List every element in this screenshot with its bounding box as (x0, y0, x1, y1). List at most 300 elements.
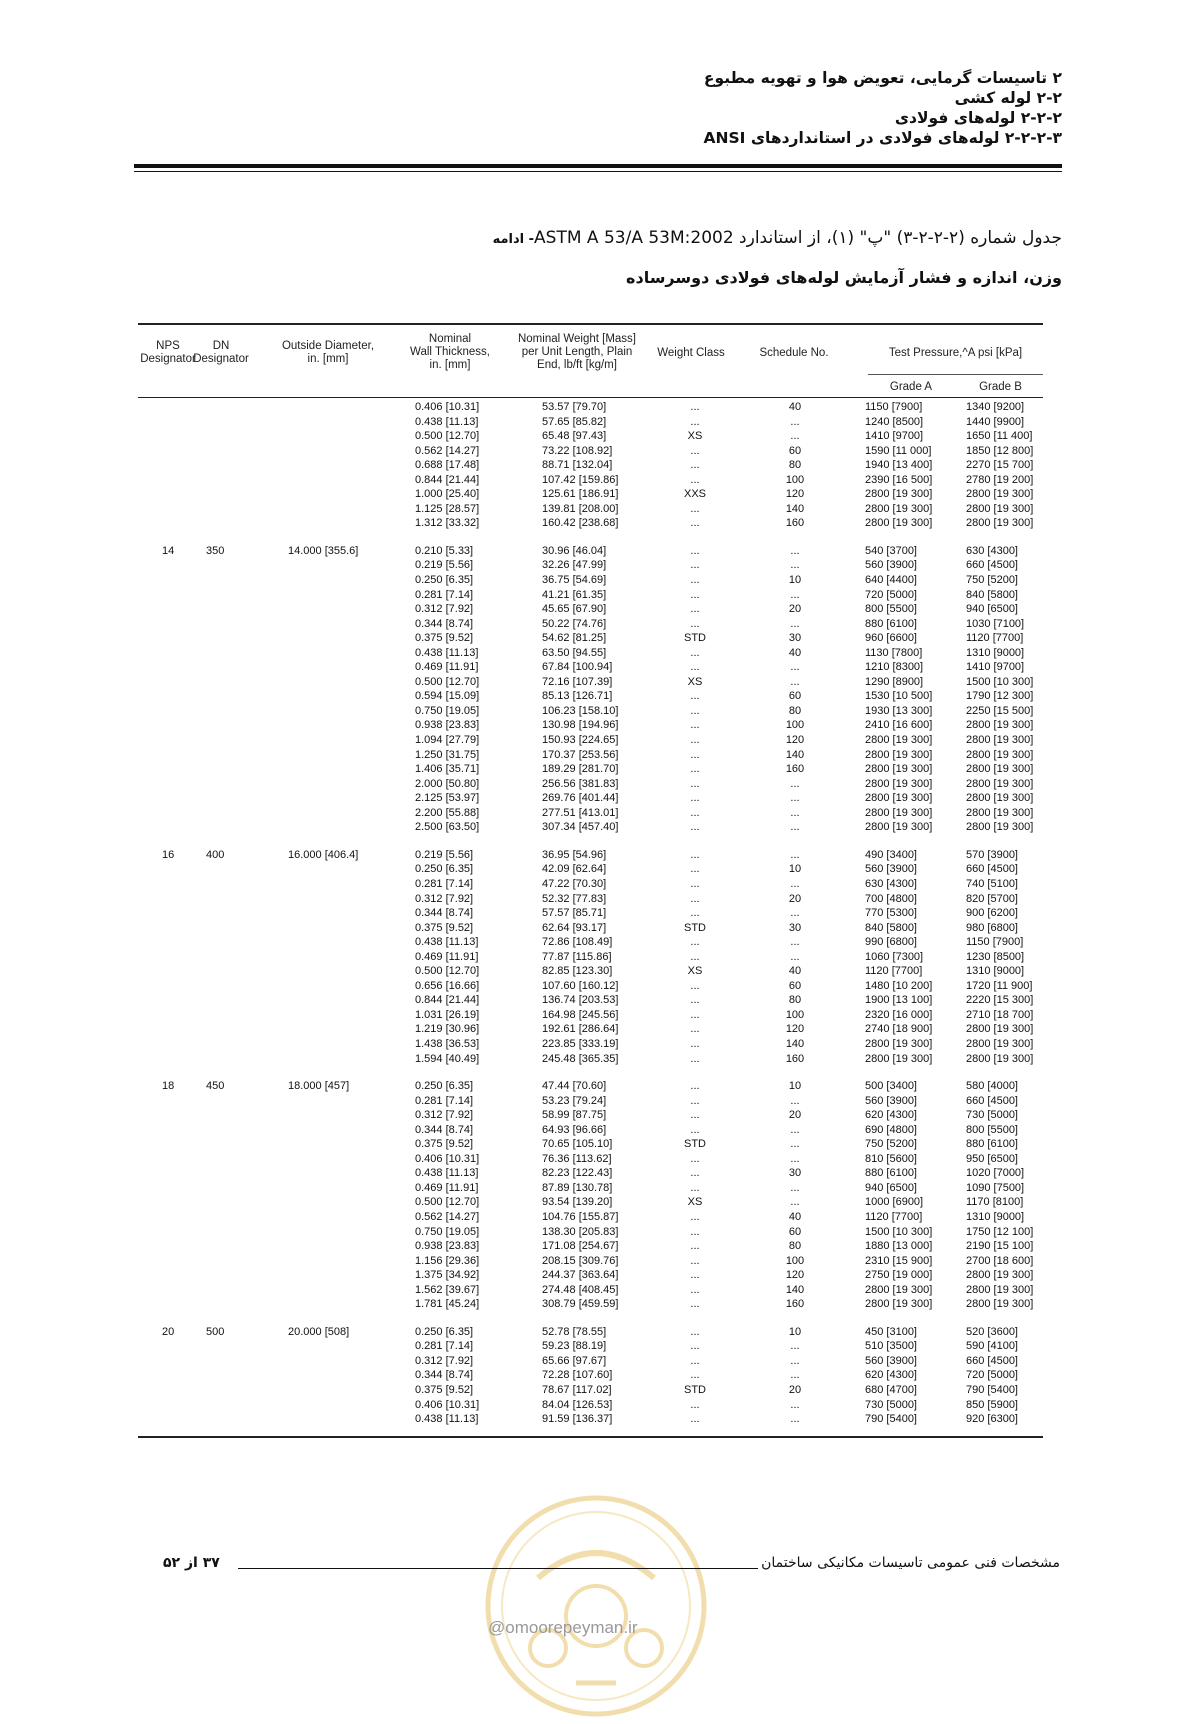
grade-a-cell: 1150 [7900] (865, 401, 923, 413)
wall-thickness-cell: 1.781 [45.24] (415, 1298, 480, 1311)
table-row (0, 748, 1190, 763)
header-line-1: ۲ تاسیسات گرمایی، تعویض هوا و تهویه مطبوع (703, 69, 1062, 87)
weight-class-cell: ... (690, 544, 700, 557)
wall-thickness-cell: 0.406 [10.31] (415, 1152, 480, 1165)
schedule-cell: 10 (788, 1080, 802, 1093)
outside-diameter-cell: 16.000 [406.4] (288, 848, 359, 861)
grade-a-cell: 2800 [19 300] (865, 748, 933, 761)
nominal-weight-cell: 59.23 [88.19] (542, 1340, 607, 1353)
weight-class-cell: ... (690, 502, 700, 515)
grade-b-cell: 2800 [19 300] (966, 488, 1034, 501)
grade-a-cell: 810 [5600] (865, 1152, 917, 1165)
header-weight-class: Weight Class (657, 347, 725, 359)
schedule-cell: ... (790, 848, 800, 861)
table-row (0, 993, 1190, 1008)
header-test-pressure: Test Pressure,^A psi [kPa] (888, 347, 1023, 359)
wall-thickness-cell: 0.750 [19.05] (415, 704, 480, 717)
schedule-cell: 20 (788, 603, 802, 616)
weight-class-cell: XS (687, 675, 703, 688)
grade-a-cell: 1590 [11 000] (865, 444, 932, 457)
table-row (0, 1008, 1190, 1023)
grade-a-cell: 2800 [19 300] (865, 821, 933, 834)
grade-b-cell: 660 [4500] (966, 1094, 1018, 1107)
weight-class-cell: XS (687, 965, 703, 978)
grade-a-cell: 2320 [16 000] (865, 1008, 933, 1021)
wall-thickness-cell: 0.438 [11.13] (415, 936, 479, 949)
weight-class-cell: ... (690, 1298, 700, 1311)
header-rule-thin (134, 171, 1062, 172)
header-schedule: Schedule No. (759, 347, 829, 359)
grade-b-cell: 2800 [19 300] (966, 763, 1034, 776)
schedule-cell: 120 (785, 488, 805, 501)
weight-class-cell: ... (690, 1225, 700, 1238)
grade-b-cell: 950 [6500] (966, 1152, 1018, 1165)
grade-b-cell: 1120 [7700] (966, 632, 1024, 645)
nominal-weight-cell: 36.75 [54.69] (542, 574, 607, 587)
weight-class-cell: ... (690, 646, 700, 659)
schedule-cell: 100 (785, 1008, 805, 1021)
schedule-cell: ... (790, 821, 800, 834)
grade-a-cell: 1120 [7700] (865, 1210, 923, 1223)
nominal-weight-cell: 47.22 [70.30] (542, 877, 607, 890)
weight-class-cell: ... (690, 473, 700, 486)
grade-a-cell: 2390 [16 500] (865, 473, 933, 486)
wall-thickness-cell: 0.438 [11.13] (415, 1167, 479, 1180)
nominal-weight-cell: 87.89 [130.78] (542, 1181, 613, 1194)
wall-thickness-cell: 1.562 [39.67] (415, 1283, 480, 1296)
grade-a-cell: 840 [5800] (865, 921, 917, 934)
table-body (0, 400, 1190, 1427)
header-rule-thick (134, 164, 1062, 168)
grade-a-cell: 940 [6500] (865, 1181, 917, 1194)
table-row (0, 733, 1190, 748)
schedule-cell: 160 (785, 1052, 805, 1065)
table-row (0, 777, 1190, 792)
weight-class-cell: XS (687, 430, 703, 443)
grade-b-cell: 980 [6800] (966, 921, 1018, 934)
grade-b-cell: 840 [5800] (966, 588, 1018, 601)
weight-class-cell: ... (690, 1398, 700, 1411)
weight-class-cell: ... (690, 559, 700, 572)
grade-b-cell: 940 [6500] (966, 603, 1018, 616)
table-row (0, 617, 1190, 632)
table-row (0, 1354, 1190, 1369)
grade-a-cell: 630 [4300] (865, 877, 917, 890)
schedule-cell: 30 (788, 921, 802, 934)
weight-class-cell: ... (690, 459, 700, 472)
schedule-cell: ... (790, 1340, 800, 1353)
schedule-cell: 160 (785, 763, 805, 776)
grade-a-cell: 800 [5500] (865, 603, 917, 616)
wall-thickness-cell: 0.312 [7.92] (415, 1109, 474, 1122)
wall-thickness-cell: 0.281 [7.14] (415, 588, 474, 601)
nominal-weight-cell: 106.23 [158.10] (542, 704, 619, 717)
nominal-weight-cell: 63.50 [94.55] (542, 646, 607, 659)
schedule-cell: ... (790, 661, 800, 674)
schedule-cell: 80 (788, 1240, 802, 1253)
wall-thickness-cell: 1.094 [27.79] (415, 734, 480, 747)
table-row (0, 675, 1190, 690)
grade-b-cell: 790 [5400] (966, 1384, 1018, 1396)
grade-a-cell: 2800 [19 300] (865, 517, 933, 530)
weight-class-cell: XS (687, 1196, 703, 1209)
nominal-weight-cell: 308.79 [459.59] (542, 1298, 619, 1311)
weight-class-cell: ... (690, 763, 700, 776)
grade-b-cell: 2800 [19 300] (966, 1023, 1034, 1036)
weight-class-cell: ... (690, 806, 700, 819)
wall-thickness-cell: 0.281 [7.14] (415, 877, 474, 890)
page-number: ۳۷ از ۵۲ (163, 1555, 220, 1571)
wall-thickness-cell: 2.000 [50.80] (415, 777, 480, 790)
schedule-cell: ... (790, 1181, 800, 1194)
nominal-weight-cell: 53.57 [79.70] (542, 401, 607, 413)
grade-b-cell: 2700 [18 600] (966, 1254, 1034, 1267)
nominal-weight-cell: 77.87 [115.86] (542, 950, 612, 963)
grade-a-cell: 2800 [19 300] (865, 734, 933, 747)
nominal-weight-cell: 192.61 [286.64] (542, 1023, 619, 1036)
table-row (0, 1297, 1190, 1312)
schedule-cell: ... (790, 806, 800, 819)
grade-b-cell: 1340 [9200] (966, 401, 1025, 413)
nominal-weight-cell: 139.81 [208.00] (542, 502, 619, 515)
grade-a-cell: 2800 [19 300] (865, 1052, 933, 1065)
grade-divider (868, 374, 1043, 375)
footer-rule (238, 1568, 758, 1569)
wall-thickness-cell: 1.125 [28.57] (415, 502, 480, 515)
wall-thickness-cell: 0.250 [6.35] (415, 1325, 474, 1338)
group-spacer (0, 1312, 1190, 1325)
nominal-weight-cell: 130.98 [194.96] (542, 719, 619, 732)
nominal-weight-cell: 274.48 [408.45] (542, 1283, 619, 1296)
table-row (0, 516, 1190, 531)
grade-a-cell: 2800 [19 300] (865, 502, 933, 515)
grade-a-cell: 540 [3700] (865, 544, 917, 557)
grade-a-cell: 2740 [18 900] (865, 1023, 933, 1036)
grade-b-cell: 2800 [19 300] (966, 1052, 1034, 1065)
nominal-weight-cell: 208.15 [309.76] (542, 1254, 619, 1267)
schedule-cell: ... (790, 1354, 800, 1367)
nominal-weight-cell: 82.23 [122.43] (542, 1167, 613, 1180)
wall-thickness-cell: 0.438 [11.13] (415, 415, 479, 428)
table-row (0, 588, 1190, 603)
wall-thickness-cell: 0.469 [11.91] (415, 950, 479, 963)
wall-thickness-cell: 1.375 [34.92] (415, 1269, 480, 1282)
grade-b-cell: 1850 [12 800] (966, 444, 1034, 457)
nominal-weight-cell: 245.48 [365.35] (542, 1052, 619, 1065)
weight-class-cell: ... (690, 690, 700, 703)
wall-thickness-cell: 0.375 [9.52] (415, 921, 474, 934)
schedule-cell: ... (790, 617, 800, 630)
schedule-cell: ... (790, 559, 800, 572)
grade-b-cell: 2800 [19 300] (966, 719, 1034, 732)
table-row (0, 877, 1190, 892)
nominal-weight-cell: 47.44 [70.60] (542, 1080, 607, 1093)
weight-class-cell: ... (690, 1254, 700, 1267)
grade-a-cell: 560 [3900] (865, 1354, 917, 1367)
schedule-cell: ... (790, 1196, 800, 1209)
wall-thickness-cell: 0.844 [21.44] (415, 473, 480, 486)
grade-a-cell: 880 [6100] (865, 617, 917, 630)
site-url: @omoorepeyman.ir (488, 1618, 638, 1637)
dn-cell: 450 (206, 1080, 225, 1093)
weight-class-cell: ... (690, 1269, 700, 1282)
header-grade-b: Grade B (979, 381, 1022, 393)
grade-b-cell: 660 [4500] (966, 1354, 1018, 1367)
grade-b-cell: 2800 [19 300] (966, 748, 1034, 761)
table-row (0, 1412, 1190, 1427)
table-row (0, 762, 1190, 777)
nominal-weight-cell: 65.66 [97.67] (542, 1354, 607, 1367)
grade-b-cell: 2800 [19 300] (966, 1037, 1034, 1050)
wall-thickness-cell: 0.750 [19.05] (415, 1225, 480, 1238)
grade-b-cell: 580 [4000] (966, 1080, 1018, 1093)
table-bottom-rule (138, 1436, 1043, 1438)
nominal-weight-cell: 41.21 [61.35] (542, 588, 607, 601)
table-row (0, 1383, 1190, 1398)
schedule-cell: 140 (785, 502, 805, 515)
table-row (0, 1022, 1190, 1037)
schedule-cell: 20 (788, 1384, 802, 1396)
header-line-3: ۲-۲-۲ لوله‌های فولادی (894, 109, 1062, 127)
grade-b-cell: 2800 [19 300] (966, 734, 1034, 747)
grade-b-cell: 800 [5500] (966, 1123, 1018, 1136)
weight-class-cell: ... (690, 1325, 700, 1338)
table-row (0, 1079, 1190, 1094)
wall-thickness-cell: 0.594 [15.09] (415, 690, 480, 703)
grade-b-cell: 1750 [12 100] (966, 1225, 1034, 1238)
nominal-weight-cell: 307.34 [457.40] (542, 821, 619, 834)
weight-class-cell: STD (684, 921, 706, 934)
wall-thickness-cell: 0.375 [9.52] (415, 1384, 474, 1396)
grade-a-cell: 2800 [19 300] (865, 763, 933, 776)
nominal-weight-cell: 244.37 [363.64] (542, 1269, 619, 1282)
nominal-weight-cell: 160.42 [238.68] (542, 517, 619, 530)
wall-thickness-cell: 0.500 [12.70] (415, 675, 480, 688)
grade-a-cell: 510 [3500] (865, 1340, 917, 1353)
grade-b-cell: 2800 [19 300] (966, 777, 1034, 790)
table-row (0, 1210, 1190, 1225)
grade-a-cell: 1290 [8900] (865, 675, 924, 688)
grade-b-cell: 570 [3900] (966, 848, 1018, 861)
weight-class-cell: ... (690, 907, 700, 920)
weight-class-cell: ... (690, 848, 700, 861)
wall-thickness-cell: 0.562 [14.27] (415, 1210, 480, 1223)
grade-a-cell: 2800 [19 300] (865, 792, 933, 805)
nominal-weight-cell: 277.51 [413.01] (542, 806, 619, 819)
nominal-weight-cell: 72.28 [107.60] (542, 1369, 613, 1382)
nominal-weight-cell: 45.65 [67.90] (542, 603, 607, 616)
wall-thickness-cell: 0.250 [6.35] (415, 1080, 474, 1093)
schedule-cell: 120 (785, 1023, 805, 1036)
grade-b-cell: 1020 [7000] (966, 1167, 1025, 1180)
schedule-cell: ... (790, 544, 800, 557)
header-outside-diameter: Outside Diameter, in. [mm] (281, 340, 375, 365)
grade-b-cell: 850 [5900] (966, 1398, 1018, 1411)
grade-b-cell: 2800 [19 300] (966, 792, 1034, 805)
schedule-cell: 100 (785, 719, 805, 732)
weight-class-cell: ... (690, 821, 700, 834)
nominal-weight-cell: 36.95 [54.96] (542, 848, 607, 861)
grade-a-cell: 2410 [16 600] (865, 719, 933, 732)
weight-class-cell: ... (690, 1109, 700, 1122)
grade-b-cell: 1150 [7900] (966, 936, 1024, 949)
nominal-weight-cell: 62.64 [93.17] (542, 921, 607, 934)
grade-b-cell: 1650 [11 400] (966, 430, 1033, 443)
table-row (0, 458, 1190, 473)
grade-b-cell: 820 [5700] (966, 892, 1018, 905)
table-row (0, 602, 1190, 617)
table-row (0, 1268, 1190, 1283)
header-nominal-weight: Nominal Weight [Mass] per Unit Length, Plain End, lb/ft [kg/m] (517, 333, 637, 371)
weight-class-cell: ... (690, 792, 700, 805)
grade-a-cell: 1240 [8500] (865, 415, 924, 428)
nominal-weight-cell: 223.85 [333.19] (542, 1037, 619, 1050)
dn-cell: 400 (206, 848, 225, 861)
wall-thickness-cell: 1.312 [33.32] (415, 517, 480, 530)
nominal-weight-cell: 30.96 [46.04] (542, 544, 607, 557)
grade-a-cell: 560 [3900] (865, 559, 917, 572)
grade-a-cell: 1130 [7800] (865, 646, 923, 659)
wall-thickness-cell: 0.344 [8.74] (415, 1123, 474, 1136)
wall-thickness-cell: 0.219 [5.56] (415, 848, 474, 861)
table-row (0, 400, 1190, 415)
table-top-rule (138, 323, 1043, 325)
grade-b-cell: 2800 [19 300] (966, 517, 1034, 530)
schedule-cell: 140 (785, 748, 805, 761)
nominal-weight-cell: 150.93 [224.65] (542, 734, 619, 747)
weight-class-cell: ... (690, 748, 700, 761)
grade-b-cell: 880 [6100] (966, 1138, 1018, 1151)
weight-class-cell: ... (690, 1080, 700, 1093)
dn-cell: 500 (206, 1325, 225, 1338)
grade-b-cell: 2190 [15 100] (966, 1240, 1034, 1253)
schedule-cell: ... (790, 1123, 800, 1136)
schedule-cell: 40 (788, 965, 802, 978)
nominal-weight-cell: 70.65 [105.10] (542, 1138, 613, 1151)
grade-a-cell: 2800 [19 300] (865, 488, 933, 501)
wall-thickness-cell: 0.312 [7.92] (415, 892, 474, 905)
nominal-weight-cell: 84.04 [126.53] (542, 1398, 613, 1411)
schedule-cell: 60 (788, 444, 802, 457)
grade-b-cell: 730 [5000] (966, 1109, 1018, 1122)
weight-class-cell: STD (684, 632, 706, 645)
table-row (0, 704, 1190, 719)
table-row (0, 1339, 1190, 1354)
table-row (0, 791, 1190, 806)
weight-class-cell: ... (690, 1181, 700, 1194)
weight-class-cell: ... (690, 994, 700, 1007)
nominal-weight-cell: 88.71 [132.04] (542, 459, 613, 472)
group-spacer (0, 531, 1190, 544)
nominal-weight-cell: 76.36 [113.62] (542, 1152, 612, 1165)
schedule-cell: 80 (788, 459, 802, 472)
table-row (0, 964, 1190, 979)
wall-thickness-cell: 0.375 [9.52] (415, 1138, 474, 1151)
schedule-cell: 80 (788, 704, 802, 717)
weight-class-cell: ... (690, 1283, 700, 1296)
table-row (0, 862, 1190, 877)
wall-thickness-cell: 0.281 [7.14] (415, 1094, 474, 1107)
nominal-weight-cell: 125.61 [186.91] (542, 488, 619, 501)
table-row (0, 1037, 1190, 1052)
grade-a-cell: 2750 [19 000] (865, 1269, 933, 1282)
grade-a-cell: 2800 [19 300] (865, 777, 933, 790)
weight-class-cell: ... (690, 863, 700, 876)
nominal-weight-cell: 269.76 [401.44] (542, 792, 619, 805)
caption-text: جدول شماره (۲-۲-۲-۳) "پ" (۱)، از استاندارد ASTM A 53/A 53M:2002 (534, 228, 1062, 248)
weight-class-cell: ... (690, 661, 700, 674)
grade-b-cell: 920 [6300] (966, 1413, 1018, 1426)
table-row (0, 689, 1190, 704)
grade-b-cell: 1090 [7500] (966, 1181, 1025, 1194)
schedule-cell: ... (790, 907, 800, 920)
grade-a-cell: 1880 [13 000] (865, 1240, 933, 1253)
schedule-cell: ... (790, 877, 800, 890)
header-wall-thickness: Nominal Wall Thickness, in. [mm] (410, 333, 490, 371)
table-row (0, 444, 1190, 459)
grade-b-cell: 2220 [15 300] (966, 994, 1034, 1007)
grade-b-cell: 590 [4100] (966, 1340, 1018, 1353)
grade-a-cell: 680 [4700] (865, 1384, 917, 1396)
nominal-weight-cell: 171.08 [254.67] (542, 1240, 619, 1253)
grade-b-cell: 2800 [19 300] (966, 502, 1034, 515)
table-row (0, 473, 1190, 488)
wall-thickness-cell: 0.500 [12.70] (415, 430, 480, 443)
grade-b-cell: 720 [5000] (966, 1369, 1018, 1382)
table-row (0, 502, 1190, 517)
schedule-cell: 40 (788, 1210, 802, 1223)
schedule-cell: ... (790, 1094, 800, 1107)
table-row (0, 718, 1190, 733)
nominal-weight-cell: 64.93 [96.66] (542, 1123, 607, 1136)
grade-a-cell: 1930 [13 300] (865, 704, 933, 717)
grade-b-cell: 1440 [9900] (966, 415, 1025, 428)
nominal-weight-cell: 256.56 [381.83] (542, 777, 619, 790)
wall-thickness-cell: 2.500 [63.50] (415, 821, 480, 834)
grade-b-cell: 630 [4300] (966, 544, 1018, 557)
wall-thickness-cell: 0.219 [5.56] (415, 559, 474, 572)
table-row (0, 1283, 1190, 1298)
nominal-weight-cell: 57.57 [85.71] (542, 907, 607, 920)
grade-a-cell: 1120 [7700] (865, 965, 923, 978)
schedule-cell: 20 (788, 892, 802, 905)
table-row (0, 646, 1190, 661)
weight-class-cell: ... (690, 1354, 700, 1367)
schedule-cell: 160 (785, 517, 805, 530)
group-spacer (0, 1066, 1190, 1079)
grade-a-cell: 990 [6800] (865, 936, 917, 949)
weight-class-cell: ... (690, 1340, 700, 1353)
wall-thickness-cell: 0.500 [12.70] (415, 965, 480, 978)
nominal-weight-cell: 67.84 [100.94] (542, 661, 613, 674)
grade-a-cell: 560 [3900] (865, 1094, 917, 1107)
table-row (0, 573, 1190, 588)
header-line-4: ۲-۲-۲-۳ لوله‌های فولادی در استانداردهای ANSI (703, 129, 1062, 147)
grade-b-cell: 660 [4500] (966, 559, 1018, 572)
grade-a-cell: 620 [4300] (865, 1109, 917, 1122)
table-row (0, 848, 1190, 863)
wall-thickness-cell: 0.562 [14.27] (415, 444, 480, 457)
nominal-weight-cell: 57.65 [85.82] (542, 415, 607, 428)
schedule-cell: 160 (785, 1298, 805, 1311)
schedule-cell: ... (790, 588, 800, 601)
nominal-weight-cell: 107.60 [160.12] (542, 979, 619, 992)
table-row (0, 544, 1190, 559)
grade-b-cell: 2800 [19 300] (966, 806, 1034, 819)
wall-thickness-cell: 0.281 [7.14] (415, 1340, 474, 1353)
nps-cell: 20 (162, 1325, 175, 1338)
grade-a-cell: 2800 [19 300] (865, 1298, 933, 1311)
